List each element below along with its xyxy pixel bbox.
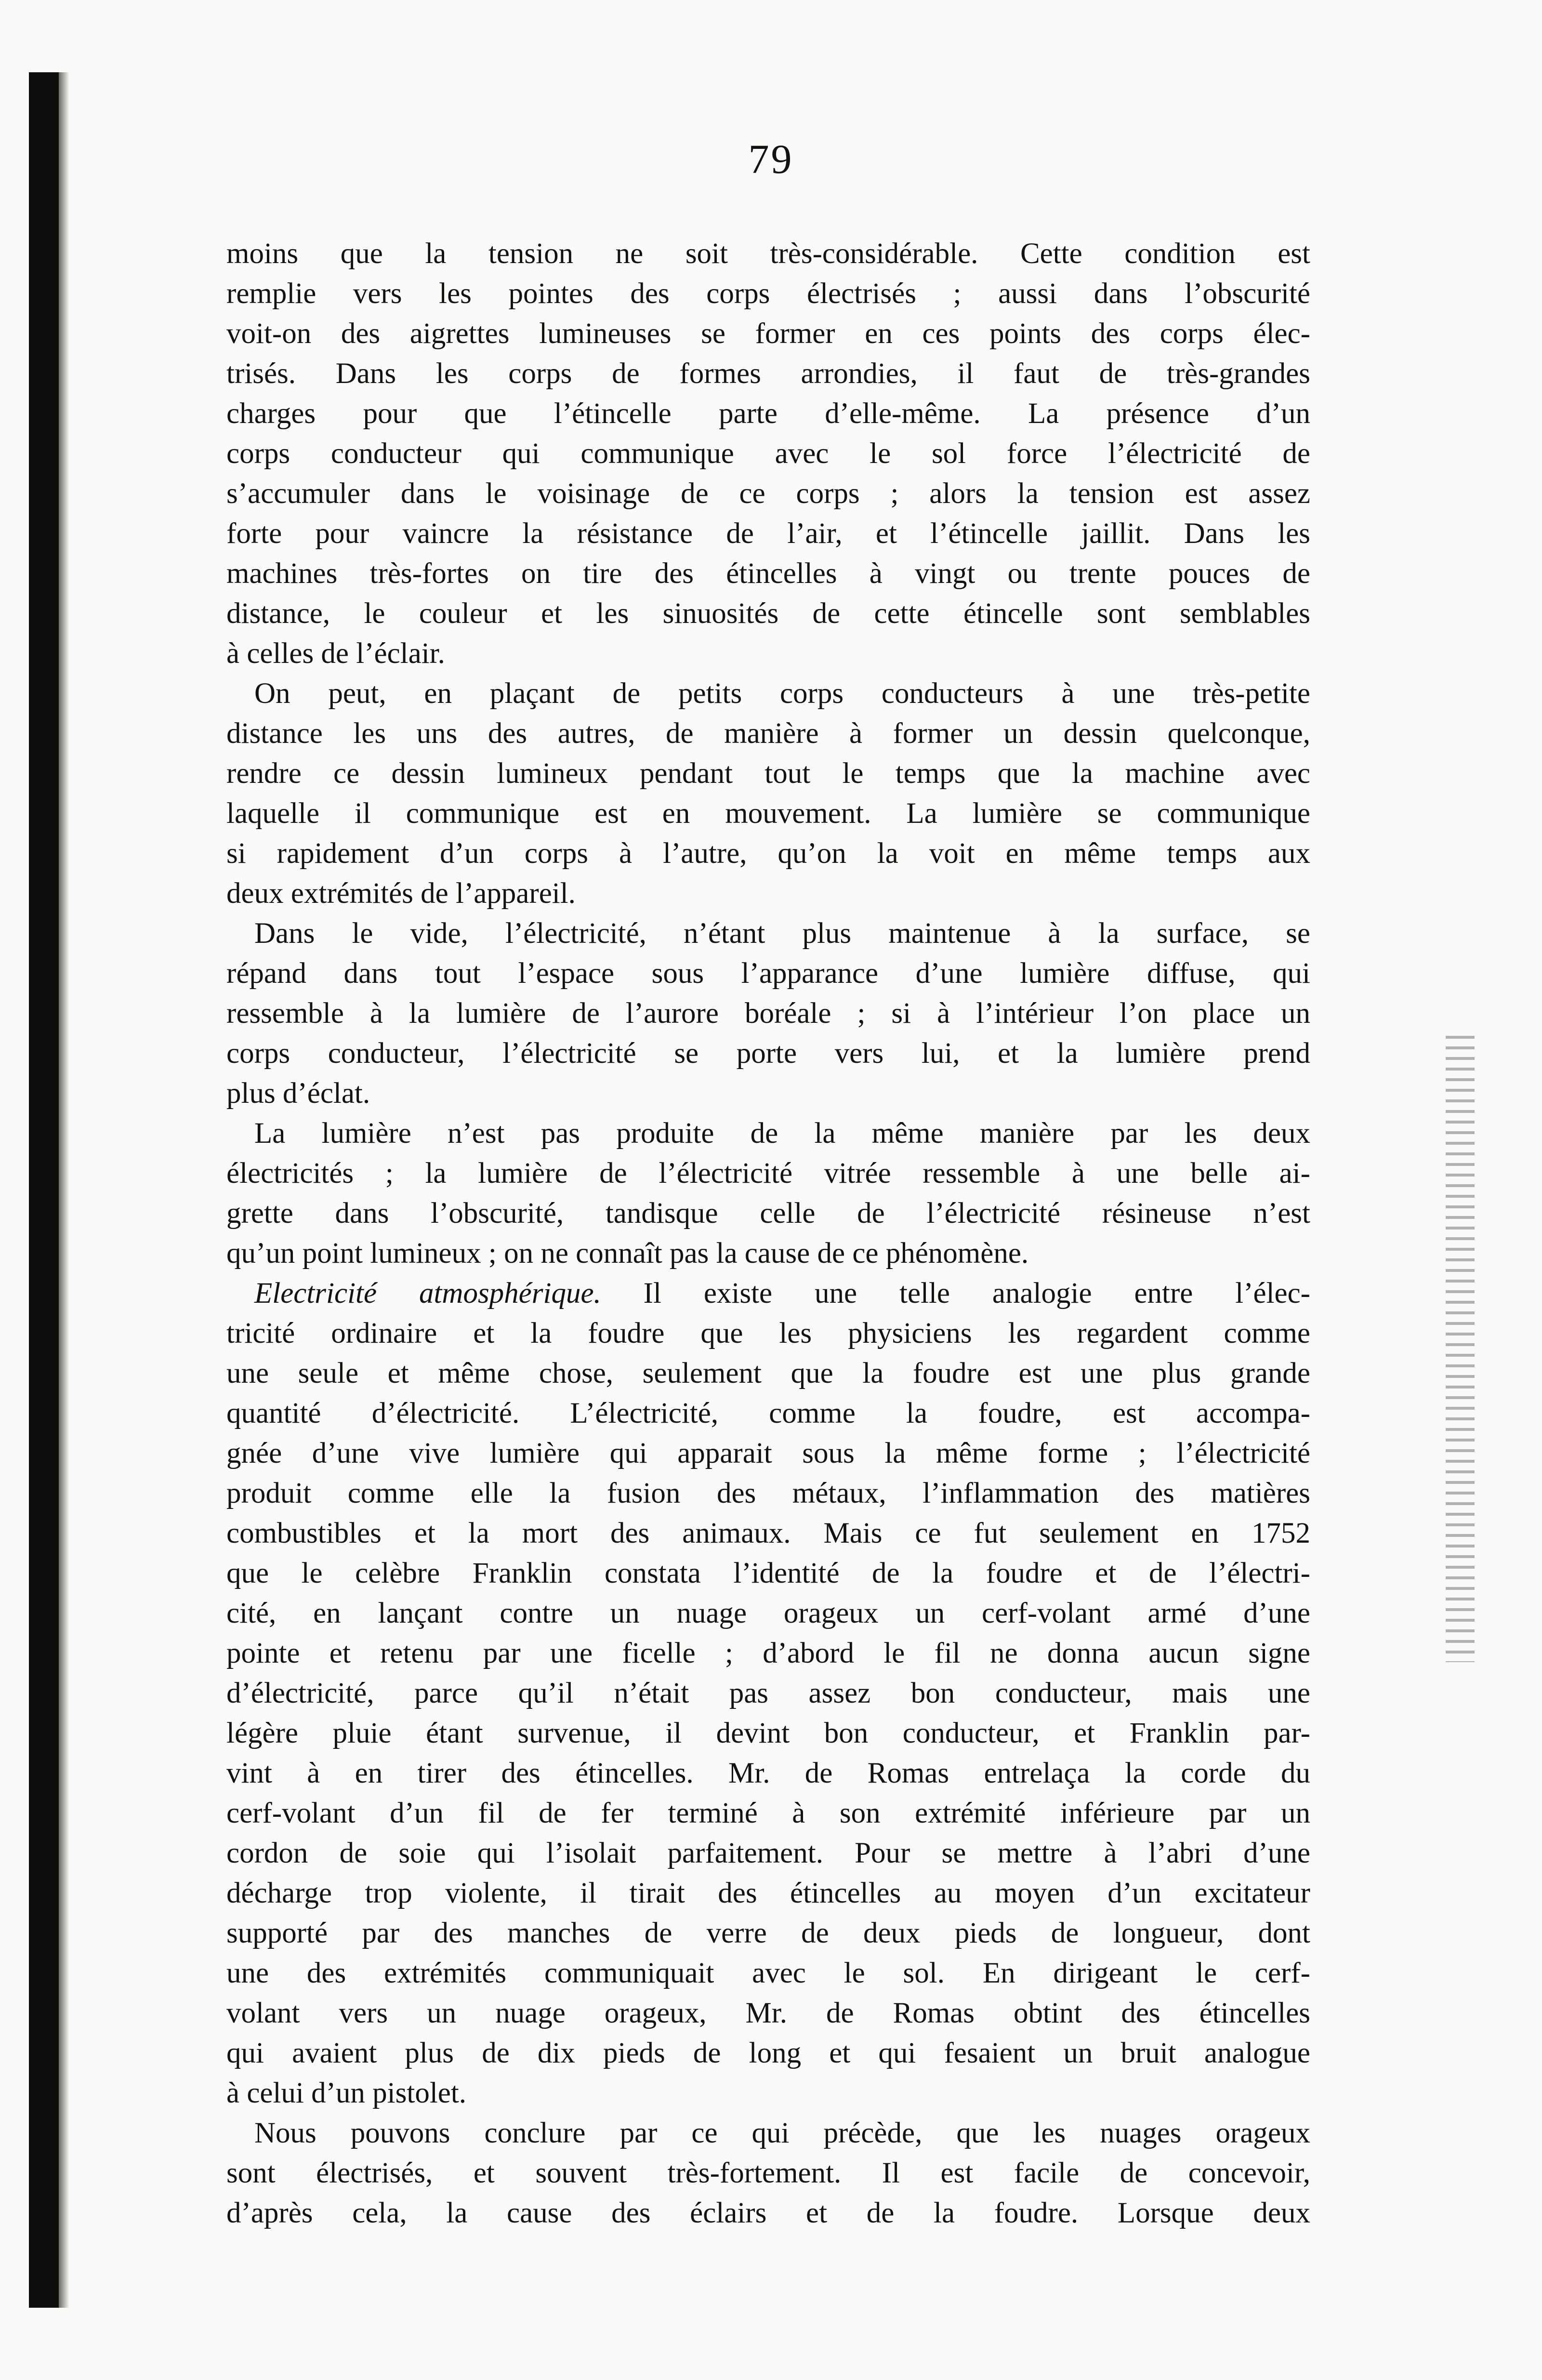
text-line-content: Nous pouvons conclure par ce qui précède, que les nuages orageux <box>254 2117 1310 2149</box>
text-line <box>226 1153 1310 1193</box>
text-line <box>226 354 1310 394</box>
text-line-content: distance, le couleur et les sinuosités de cette étincelle sont semblables <box>226 597 1310 630</box>
text-line <box>226 1393 1310 1433</box>
text-line-content: trisés. Dans les corps de formes arrondies, il faut de très-grandes <box>226 357 1310 390</box>
text-line <box>226 1033 1310 1073</box>
text-line <box>226 793 1310 833</box>
text-line-content: ressemble à la lumière de l’aurore boréale ; si à l’intérieur l’on place un <box>226 997 1310 1030</box>
text-line <box>226 953 1310 993</box>
text-line-content: légère pluie étant survenue, il devint bon conducteur, et Franklin par- <box>226 1717 1310 1749</box>
text-line <box>226 2193 1310 2233</box>
text-line-content: remplie vers les pointes des corps électrisés ; aussi dans l’obscurité <box>226 278 1310 310</box>
text-line-content: On peut, en plaçant de petits corps conducteurs à une très-petite <box>254 677 1310 710</box>
text-line-content: à celles de l’éclair. <box>226 637 445 670</box>
text-line-content: quantité d’électricité. L’électricité, comme la foudre, est accompa- <box>226 1397 1310 1429</box>
text-line <box>226 2073 1310 2113</box>
text-line <box>226 1593 1310 1633</box>
text-line-content: forte pour vaincre la résistance de l’air, et l’étincelle jaillit. Dans les <box>226 517 1310 550</box>
text-line <box>226 394 1310 434</box>
text-line <box>226 1113 1310 1153</box>
text-line-content: que le celèbre Franklin constata l’identité de la foudre et de l’électri- <box>226 1557 1310 1589</box>
text-line-content: produit comme elle la fusion des métaux, l’inflammation des matières <box>226 1477 1310 1509</box>
text-line <box>226 1553 1310 1593</box>
text-line <box>226 1513 1310 1553</box>
body-text <box>226 234 1310 2257</box>
text-line-content: à celui d’un pistolet. <box>226 2077 467 2109</box>
text-line-content: gnée d’une vive lumière qui apparait sous la même forme ; l’électricité <box>226 1437 1310 1469</box>
text-line <box>226 1873 1310 1913</box>
text-line <box>226 993 1310 1033</box>
text-line-content: combustibles et la mort des animaux. Mais ce fut seulement en 1752 <box>226 1517 1310 1549</box>
text-line-content: pointe et retenu par une ficelle ; d’abord le fil ne donna aucun signe <box>226 1637 1310 1669</box>
text-line-content: si rapidement d’un corps à l’autre, qu’on la voit en même temps aux <box>226 837 1310 870</box>
text-line <box>226 913 1310 953</box>
text-line-content: voit-on des aigrettes lumineuses se former en ces points des corps élec- <box>226 317 1310 350</box>
page-binding-edge <box>29 72 59 2308</box>
text-line-content: charges pour que l’étincelle parte d’elle-même. La présence d’un <box>226 397 1310 430</box>
text-line <box>226 1953 1310 1993</box>
text-line <box>226 1713 1310 1753</box>
text-line <box>226 474 1310 514</box>
text-line <box>226 594 1310 634</box>
text-line-content: corps conducteur, l’électricité se porte vers lui, et la lumière prend <box>226 1037 1310 1070</box>
text-line-content: plus d’éclat. <box>226 1077 370 1110</box>
text-line-content: grette dans l’obscurité, tandisque celle de l’électricité résineuse n’est <box>226 1197 1310 1230</box>
section-heading: Electricité atmosphérique. <box>254 1277 601 1309</box>
text-line <box>226 2153 1310 2193</box>
text-line <box>226 1193 1310 1233</box>
text-line <box>226 754 1310 793</box>
text-line <box>226 274 1310 314</box>
text-line <box>226 873 1310 913</box>
text-line-content: rendre ce dessin lumineux pendant tout le temps que la machine avec <box>226 757 1310 790</box>
text-line-content: d’après cela, la cause des éclairs et de la foudre. Lorsque deux <box>226 2197 1310 2229</box>
text-line <box>226 1673 1310 1713</box>
text-line <box>226 1273 1310 1313</box>
text-line-content: deux extrémités de l’appareil. <box>226 877 576 910</box>
text-line <box>226 1993 1310 2033</box>
text-line <box>226 554 1310 594</box>
text-line <box>226 2033 1310 2073</box>
text-line <box>226 714 1310 754</box>
text-line-content: s’accumuler dans le voisinage de ce corps ; alors la tension est assez <box>226 477 1310 510</box>
text-line-content: Dans le vide, l’électricité, n’étant plus maintenue à la surface, se <box>254 917 1310 950</box>
page-number: 79 <box>748 136 794 182</box>
text-line <box>226 1913 1310 1953</box>
text-line <box>226 2113 1310 2153</box>
text-line-content: machines très-fortes on tire des étincelles à vingt ou trente pouces de <box>226 557 1310 590</box>
text-line-content: décharge trop violente, il tirait des étincelles au moyen d’un excitateur <box>226 1877 1310 1909</box>
text-line <box>226 674 1310 714</box>
text-line <box>226 1833 1310 1873</box>
page-binding-shadow <box>59 72 69 2308</box>
text-line <box>226 1473 1310 1513</box>
text-line-content: sont électrisés, et souvent très-fortement. Il est facile de concevoir, <box>226 2157 1310 2189</box>
text-line <box>226 833 1310 873</box>
text-line <box>226 434 1310 474</box>
text-line-content: laquelle il communique est en mouvement. La lumière se communique <box>226 797 1310 830</box>
text-line-content: d’électricité, parce qu’il n’était pas assez bon conducteur, mais une <box>226 1677 1310 1709</box>
text-line-content: cité, en lançant contre un nuage orageux un cerf-volant armé d’une <box>226 1597 1310 1629</box>
text-line-content: une des extrémités communiquait avec le sol. En dirigeant le cerf- <box>226 1957 1310 1989</box>
text-line <box>226 314 1310 354</box>
text-line <box>226 1313 1310 1353</box>
text-line-content: corps conducteur qui communique avec le sol force l’électricité de <box>226 437 1310 470</box>
text-line-content: qui avaient plus de dix pieds de long et qui fesaient un bruit analogue <box>226 2037 1310 2069</box>
text-line-content: distance les uns des autres, de manière à former un dessin quelconque, <box>226 717 1310 750</box>
text-line <box>226 1633 1310 1673</box>
text-line <box>226 1233 1310 1273</box>
bleed-through-marks <box>1446 1036 1475 1662</box>
text-line-content: électricités ; la lumière de l’électricité vitrée ressemble à une belle ai- <box>226 1157 1310 1190</box>
text-line-content: moins que la tension ne soit très-considérable. Cette condition est <box>226 238 1310 270</box>
text-line <box>226 1073 1310 1113</box>
text-line-content: tricité ordinaire et la foudre que les physiciens les regardent comme <box>226 1317 1310 1349</box>
text-line-content: Il existe une telle analogie entre l’élec- <box>601 1277 1311 1309</box>
text-line <box>226 514 1310 554</box>
text-line-content: une seule et même chose, seulement que la foudre est une plus grande <box>226 1357 1310 1389</box>
text-line <box>226 634 1310 674</box>
text-line <box>226 1433 1310 1473</box>
text-line-content: répand dans tout l’espace sous l’apparance d’une lumière diffuse, qui <box>226 957 1310 990</box>
text-line-content: volant vers un nuage orageux, Mr. de Romas obtint des étincelles <box>226 1997 1310 2029</box>
text-line <box>226 1753 1310 1793</box>
text-line-content: vint à en tirer des étincelles. Mr. de Romas entrelaça la corde du <box>226 1757 1310 1789</box>
text-line <box>226 1793 1310 1833</box>
text-line-content: cordon de soie qui l’isolait parfaitement. Pour se mettre à l’abri d’une <box>226 1837 1310 1869</box>
text-line <box>226 234 1310 274</box>
text-line-content: La lumière n’est pas produite de la même manière par les deux <box>254 1117 1310 1150</box>
text-line-content: cerf-volant d’un fil de fer terminé à son extrémité inférieure par un <box>226 1797 1310 1829</box>
text-line-content: supporté par des manches de verre de deux pieds de longueur, dont <box>226 1917 1310 1949</box>
text-line <box>226 1353 1310 1393</box>
text-line-content: qu’un point lumineux ; on ne connaît pas la cause de ce phénomène. <box>226 1237 1029 1269</box>
